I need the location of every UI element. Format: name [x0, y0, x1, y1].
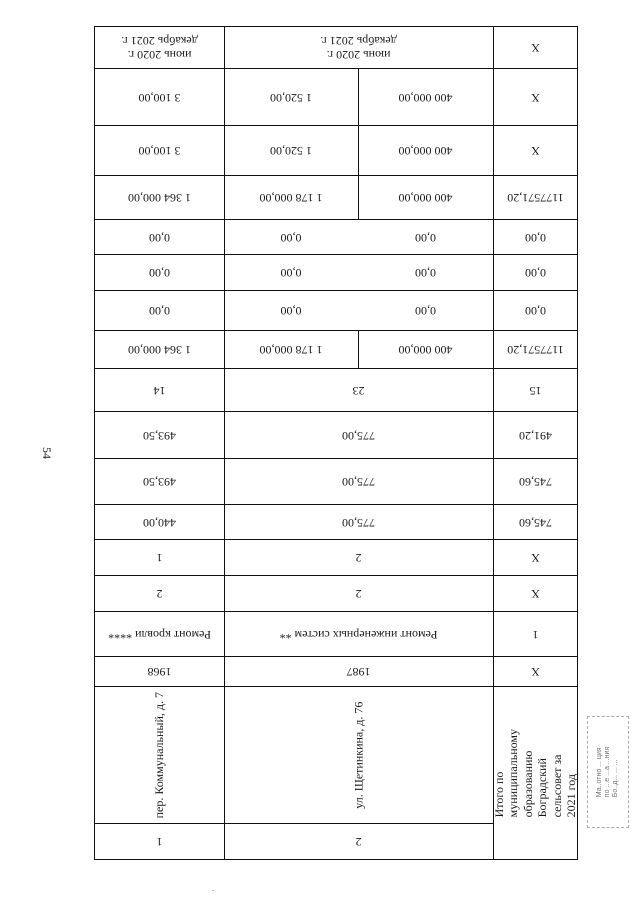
period-a-start: июнь 2020 г.	[127, 48, 192, 63]
work-type-text: Ремонт инженерных систем **	[279, 627, 438, 642]
cell-mark-x	[494, 657, 577, 686]
cell-amount	[225, 126, 357, 175]
registry-stamp	[587, 716, 629, 828]
count-text: 1	[532, 627, 539, 642]
cell-count	[494, 369, 577, 411]
amount-text: 1 178 000,00	[259, 191, 323, 206]
zero-text: 0,00	[415, 304, 436, 319]
zero-text: 0,00	[525, 304, 546, 319]
zero-text: 0,00	[149, 304, 170, 319]
cell-area	[494, 459, 577, 504]
cell-zero	[359, 291, 492, 330]
address-text: ул. Щетинкина, д. 76	[351, 701, 366, 809]
cell-amount	[225, 176, 357, 219]
cell-zero	[225, 255, 357, 290]
stamp-line: Бо..д... ... ...	[612, 759, 619, 798]
cell-area	[494, 412, 577, 458]
cell-area	[225, 505, 492, 539]
area-text: 745,60	[519, 475, 552, 490]
area-text: 745,60	[519, 515, 552, 530]
cell-mark-x	[494, 69, 577, 125]
mark-x-text: Х	[531, 587, 540, 602]
zero-text: 0,00	[280, 304, 302, 319]
cell-count	[225, 576, 492, 611]
cell-zero	[359, 255, 492, 290]
scan-speck	[212, 890, 214, 891]
address-text	[352, 701, 366, 808]
amount-text: 400 000,00	[398, 191, 453, 206]
cell-zero	[494, 255, 577, 290]
cell-count	[96, 369, 223, 411]
cell-mark-x	[494, 126, 577, 175]
cell-zero	[494, 220, 577, 254]
cell-area	[96, 459, 223, 504]
count-text: 1	[156, 551, 163, 566]
count-text: 2	[355, 587, 362, 602]
zero-text: 0,00	[525, 266, 546, 281]
zero-text: 0,00	[525, 230, 546, 245]
row-number-text: 1	[156, 835, 163, 850]
cell-amount	[359, 176, 492, 219]
cell-area	[225, 459, 492, 504]
cell-period-a	[96, 27, 223, 68]
zero-text: 0,00	[280, 230, 302, 245]
cell-area	[494, 505, 577, 539]
amount-text: 400 000,00	[398, 144, 453, 159]
zero-text: 0,00	[149, 230, 170, 245]
amount-text: 1 178 000,00	[259, 343, 323, 358]
cell-work-type	[225, 612, 492, 656]
area-text: 775,00	[342, 515, 375, 530]
period-a-end: декабрь 2021 г.	[121, 34, 198, 49]
cell-zero	[96, 291, 223, 330]
mark-x-text: Х	[531, 551, 540, 566]
amount-text: 3 100,00	[138, 144, 181, 159]
period-b-text	[320, 34, 397, 62]
cell-amount	[225, 69, 357, 125]
area-text: 493,50	[143, 428, 176, 443]
amount-text: 3 100,00	[138, 90, 181, 105]
cell-count	[96, 540, 223, 575]
count-text: 15	[529, 383, 542, 398]
area-text: 775,00	[342, 428, 375, 443]
cell-amount	[359, 69, 492, 125]
amount-text: 400 000,00	[398, 90, 453, 105]
cell-area	[96, 412, 223, 458]
cell-mark-x	[494, 576, 577, 611]
cell-zero	[359, 220, 492, 254]
address-text: пер. Коммунальный, д. 7	[152, 691, 167, 819]
count-text: 2	[355, 551, 362, 566]
cell-zero	[225, 220, 357, 254]
total-text: 1177571,20	[507, 343, 564, 358]
cell-zero	[494, 291, 577, 330]
mark-x-text: Х	[531, 41, 540, 56]
area-text: 775,00	[342, 475, 375, 490]
cell-area	[96, 505, 223, 539]
stamp-line: Ма..отно ... ция	[596, 747, 603, 798]
cell-amount	[359, 331, 492, 368]
page-number: 54	[40, 447, 54, 459]
mark-x-text: Х	[531, 665, 540, 680]
period-a-text	[121, 34, 198, 62]
cell-mark-x	[494, 540, 577, 575]
cell-row-number	[225, 824, 492, 859]
cell-year	[96, 657, 223, 686]
cell-zero	[96, 220, 223, 254]
cell-year	[225, 657, 492, 686]
cell-period-b	[225, 27, 492, 68]
cell-row-number	[96, 824, 223, 859]
cell-count	[225, 369, 492, 411]
cell-amount	[359, 126, 492, 175]
cell-amount	[96, 331, 223, 368]
stamp-text	[596, 747, 620, 797]
cell-amount	[96, 176, 223, 219]
capital-repair-table	[94, 26, 578, 860]
cell-area	[225, 412, 492, 458]
count-text: 23	[352, 383, 365, 398]
cell-work-type	[96, 612, 223, 656]
cell-count	[96, 576, 223, 611]
cell-count	[494, 612, 577, 656]
cell-zero	[96, 255, 223, 290]
row-number-text: 2	[355, 835, 362, 850]
count-text: 14	[153, 383, 166, 398]
period-b-start: июнь 2020 г.	[326, 48, 391, 63]
count-text: 2	[156, 587, 163, 602]
cell-count	[225, 540, 492, 575]
cell-total	[494, 176, 577, 219]
area-text: 440,00	[143, 515, 176, 530]
cell-total	[494, 331, 577, 368]
year-text: 1968	[147, 665, 172, 680]
zero-text: 0,00	[415, 266, 436, 281]
mark-x-text: Х	[531, 144, 540, 159]
cell-mark-x	[494, 27, 577, 68]
zero-text: 0,00	[415, 230, 436, 245]
cell-address	[95, 687, 224, 823]
zero-text: 0,00	[149, 266, 170, 281]
cell-total-label	[494, 687, 577, 859]
cell-amount	[96, 69, 223, 125]
amount-text: 1 364 000,00	[128, 343, 191, 358]
zero-text: 0,00	[280, 266, 302, 281]
address-text	[152, 692, 166, 818]
amount-text: 1 520,00	[270, 144, 312, 159]
mark-x-text: Х	[531, 90, 540, 105]
area-text: 491,20	[519, 428, 552, 443]
cell-address	[225, 687, 493, 823]
amount-text: 400 000,00	[398, 343, 453, 358]
amount-text: 1 364 000,00	[128, 191, 191, 206]
amount-text: 1 520,00	[270, 90, 312, 105]
cell-amount	[96, 126, 223, 175]
total-label: Итого по муниципальному образованию Боградский сельсовет за 2021 год	[492, 728, 579, 818]
cell-zero	[225, 291, 357, 330]
year-text: 1987	[346, 665, 371, 680]
stamp-line: по ...е ...а ...ния	[604, 746, 611, 798]
total-text: 1177571,20	[507, 191, 564, 206]
work-type-text: Ремонт кровли ****	[108, 627, 211, 642]
cell-amount	[225, 331, 357, 368]
period-b-end: декабрь 2021 г.	[320, 34, 397, 49]
area-text: 493,50	[143, 475, 176, 490]
